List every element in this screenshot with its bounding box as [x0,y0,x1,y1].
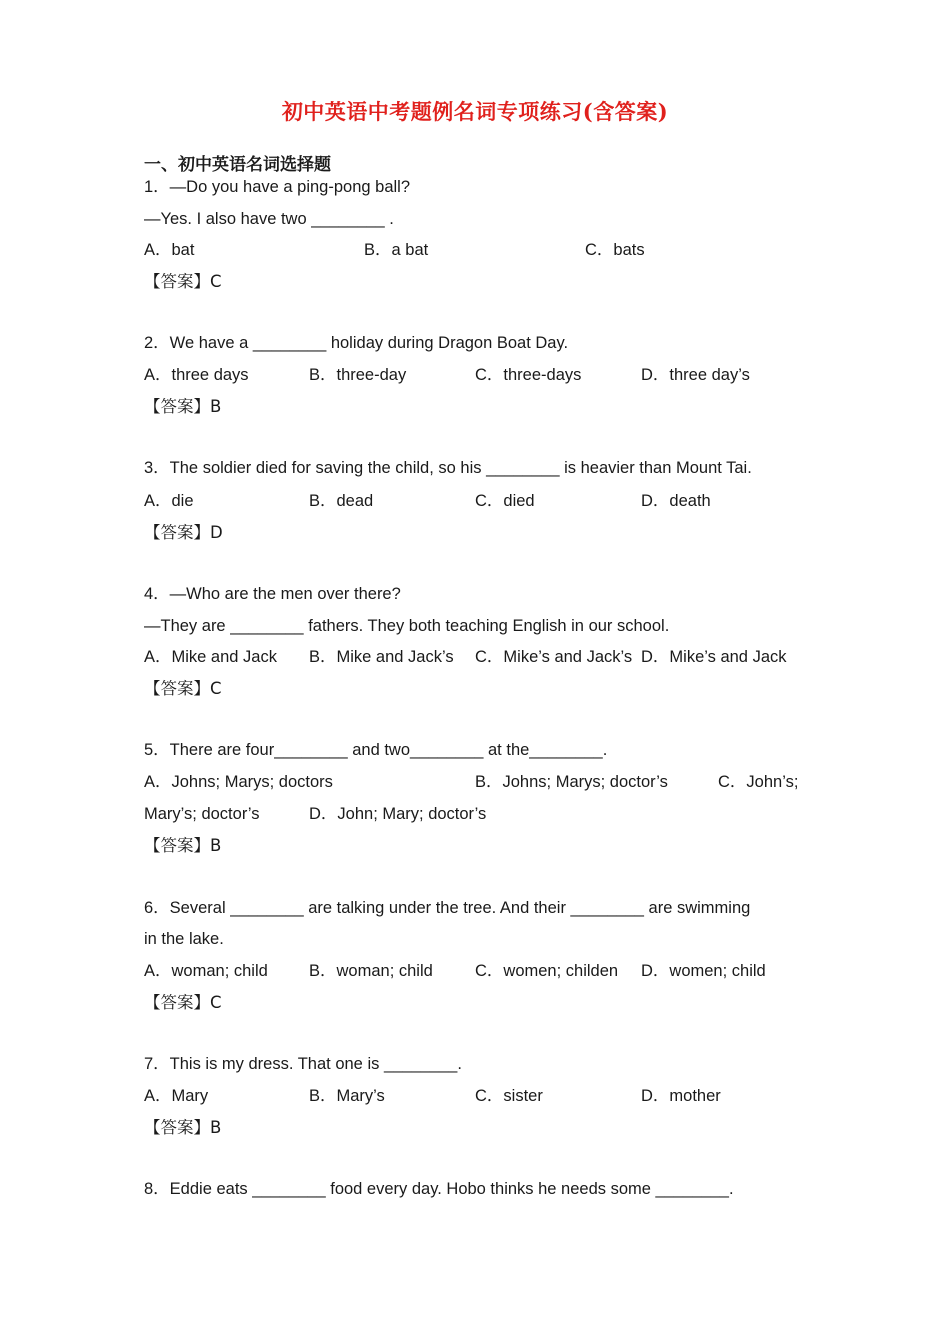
question-4-line-1: 4．—Who are the men over there? [144,585,401,603]
question-4-answer: 【答案】C [144,679,222,698]
section-heading: 一、初中英语名词选择题 [144,155,331,175]
question-1-answer: 【答案】C [144,272,222,291]
question-2-answer: 【答案】B [144,397,222,416]
question-5-option-c: C．John’s; [718,773,799,791]
question-4-option-b: B．Mike and Jack’s [309,648,454,666]
question-1-option-a: A．bat [144,241,195,259]
question-5-answer: 【答案】B [144,836,222,855]
question-6-answer: 【答案】C [144,993,222,1012]
document-title: 初中英语中考题例名词专项练习(含答案) [281,99,669,124]
question-7-option-b: B．Mary’s [309,1087,385,1105]
question-3-answer: 【答案】D [144,523,223,542]
question-1-option-b: B．a bat [364,241,429,259]
question-4-option-a: A．Mike and Jack [144,648,277,666]
question-6-option-c: C．women; childen [475,962,619,980]
question-3-option-a: A．die [144,492,194,510]
question-3-option-d: D．death [641,492,711,510]
question-7-option-c: C．sister [475,1087,543,1105]
question-1-line-2: —Yes. I also have two ________ . [144,210,394,228]
question-6-line-2: in the lake. [144,930,224,948]
question-5-line-1: 5．There are four________ and two________ at the________. [144,741,608,759]
question-5-option-b: B．Johns; Marys; doctor’s [475,773,668,791]
question-5-option-a: A．Johns; Marys; doctors [144,773,333,791]
question-2-option-a: A．three days [144,366,249,384]
question-1-line-1: 1．—Do you have a ping-pong ball? [144,178,411,196]
question-1-option-c: C．bats [585,241,645,259]
question-2-option-b: B．three-day [309,366,407,384]
question-7-option-d: D．mother [641,1087,721,1105]
question-2-option-d: D．three day’s [641,366,750,384]
question-2-line-1: 2．We have a ________ holiday during Dragon Boat Day. [144,334,569,352]
question-6-line-1: 6．Several ________ are talking under the tree. And their ________ are swimming [144,899,751,917]
question-3-option-c: C．died [475,492,535,510]
question-6-option-b: B．woman; child [309,962,433,980]
question-3-option-b: B．dead [309,492,374,510]
question-8-line-1: 8．Eddie eats ________ food every day. Hobo thinks he needs some ________. [144,1180,734,1198]
question-3-line-1: 3．The soldier died for saving the child, so his ________ is heavier than Mount Tai. [144,459,752,477]
question-5-option-c-cont: Mary’s; doctor’s [144,805,260,823]
question-4-line-2: —They are ________ fathers. They both teaching English in our school. [144,617,670,635]
question-7-answer: 【答案】B [144,1118,222,1137]
question-2-option-c: C．three-days [475,366,582,384]
question-4-option-d: D．Mike’s and Jack [641,648,787,666]
question-4-option-c: C．Mike’s and Jack’s [475,648,633,666]
question-7-option-a: A．Mary [144,1087,209,1105]
question-6-option-a: A．woman; child [144,962,268,980]
question-6-option-d: D．women; child [641,962,766,980]
question-5-option-d: D．John; Mary; doctor’s [309,805,487,823]
question-7-line-1: 7．This is my dress. That one is ________. [144,1055,462,1073]
